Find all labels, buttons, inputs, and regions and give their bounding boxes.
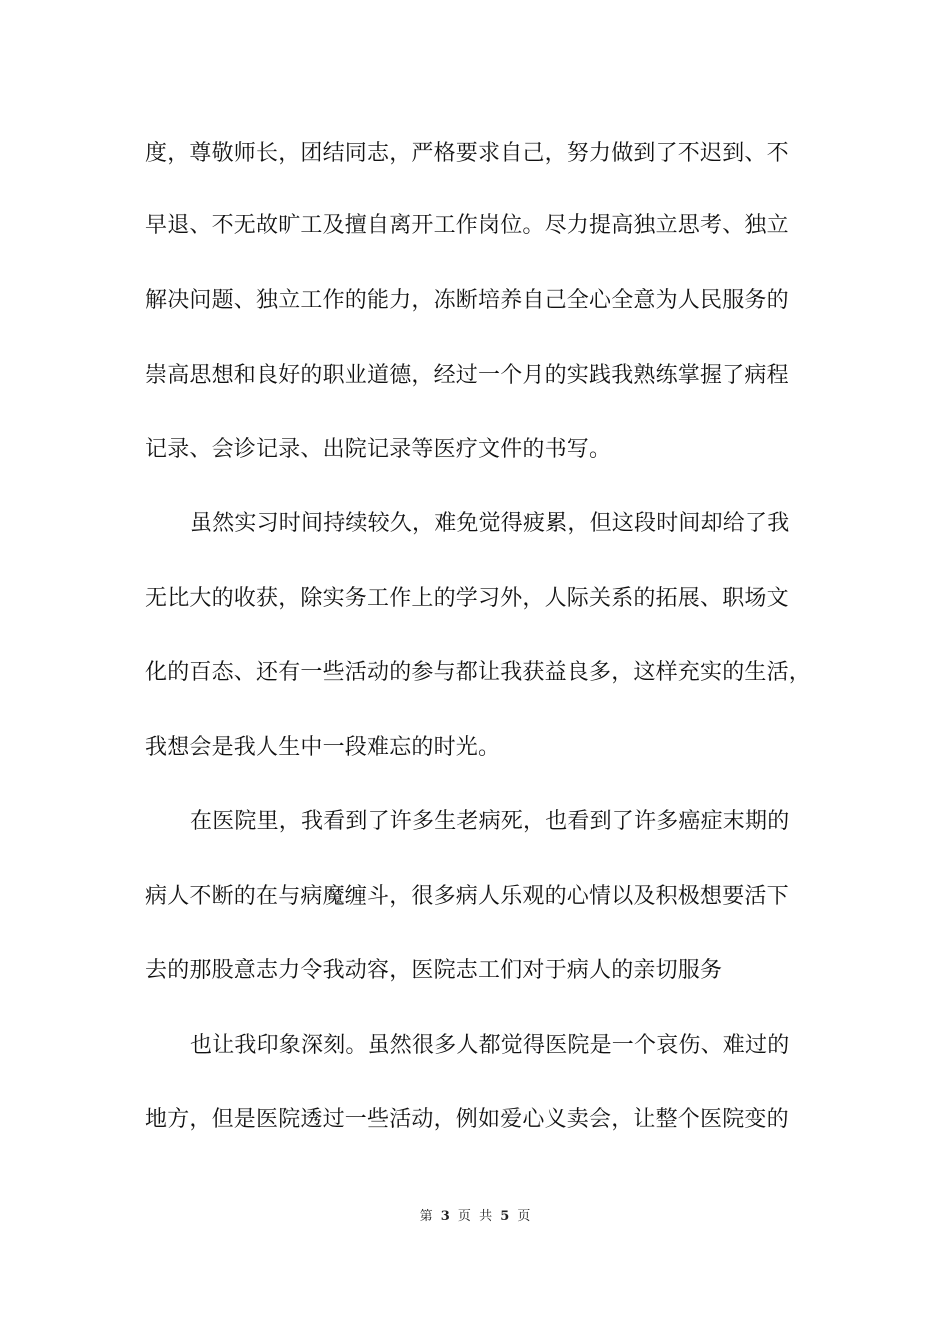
- text-line-5: 记录、会诊记录、出院记录等医疗文件的书写。: [145, 437, 612, 462]
- footer-page-word: 页: [457, 1209, 471, 1224]
- text-line-1: 度，尊敬师长，团结同志，严格要求自己，努力做到了不迟到、不: [145, 141, 789, 166]
- footer-total-word: 共: [479, 1209, 493, 1224]
- text-line-14: 地方，但是医院透过一些活动，例如爱心义卖会，让整个医院变的: [145, 1107, 789, 1132]
- page-footer: [0, 1208, 950, 1226]
- text-line-9: 我想会是我人生中一段难忘的时光。: [145, 735, 501, 760]
- text-line-13: 也让我印象深刻。虽然很多人都觉得医院是一个哀伤、难过的: [190, 1033, 790, 1058]
- text-line-12: 去的那股意志力令我动容，医院志工们对于病人的亲切服务: [145, 958, 723, 983]
- text-line-2: 早退、不无故旷工及擅自离开工作岗位。尽力提高独立思考、独立: [145, 213, 789, 238]
- text-line-3: 解决问题、独立工作的能力，冻断培养自己全心全意为人民服务的: [145, 288, 789, 313]
- text-line-4: 崇高思想和良好的职业道德，经过一个月的实践我熟练掌握了病程: [145, 363, 789, 388]
- text-line-8: 化的百态、还有一些活动的参与都让我获益良多，这样充实的生活，: [145, 660, 812, 685]
- footer-suffix: 页: [517, 1209, 531, 1224]
- footer-prefix: 第: [419, 1209, 433, 1224]
- text-line-6: 虽然实习时间持续较久，难免觉得疲累，但这段时间却给了我: [190, 511, 790, 536]
- text-line-11: 病人不断的在与病魔缠斗，很多病人乐观的心情以及积极想要活下: [145, 884, 789, 909]
- text-line-7: 无比大的收获，除实务工作上的学习外，人际关系的拓展、职场文: [145, 586, 789, 611]
- footer-total-pages: 5: [500, 1209, 510, 1224]
- footer-current-page: 3: [440, 1209, 450, 1224]
- text-line-10: 在医院里，我看到了许多生老病死，也看到了许多癌症末期的: [190, 809, 790, 834]
